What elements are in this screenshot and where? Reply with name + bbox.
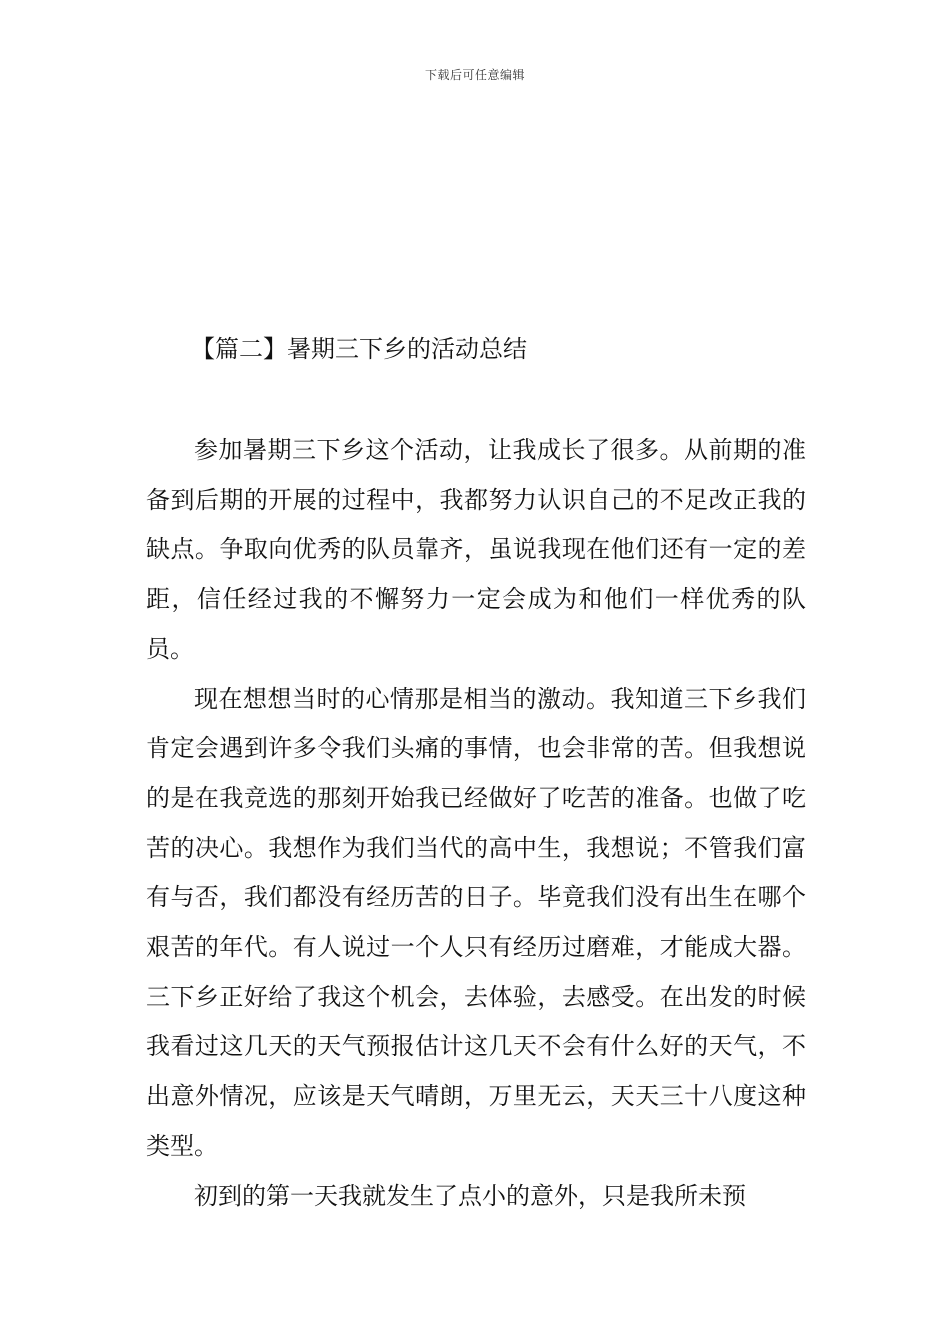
body-paragraph-1: 参加暑期三下乡这个活动，让我成长了很多。从前期的准备到后期的开展的过程中，我都努力认识自己的不足改正我的缺点。争取向优秀的队员靠齐，虽说我现在他们还有一定的差距，信任经过我的不懈努力一定会成为和他们一样优秀的队员。 bbox=[146, 436, 806, 663]
document-body bbox=[146, 426, 806, 1221]
body-paragraph-3: 初到的第一天我就发生了点小的意外，只是我所未预 bbox=[194, 1181, 746, 1210]
document-title: 【篇二】暑期三下乡的活动总结 bbox=[191, 335, 527, 363]
page-header: 下载后可任意编辑 bbox=[424, 68, 525, 82]
body-paragraph-2: 现在想想当时的心情那是相当的激动。我知道三下乡我们肯定会遇到许多令我们头痛的事情，也会非常的苦。但我想说的是在我竞选的那刻开始我已经做好了吃苦的准备。也做了吃苦的决心。我想作为我们当代的高中生，我想说；不管我们富有与否，我们都没有经历苦的日子。毕竟我们没有出生在哪个艰苦的年代。有人说过一个人只有经历过磨难，才能成大器。三下乡正好给了我这个机会，去体验，去感受。在出发的时候我看过这几天的天气预报估计这几天不会有什么好的天气，不出意外情况，应该是天气晴朗，万里无云，天天三十八度这种类型。 bbox=[146, 684, 806, 1160]
